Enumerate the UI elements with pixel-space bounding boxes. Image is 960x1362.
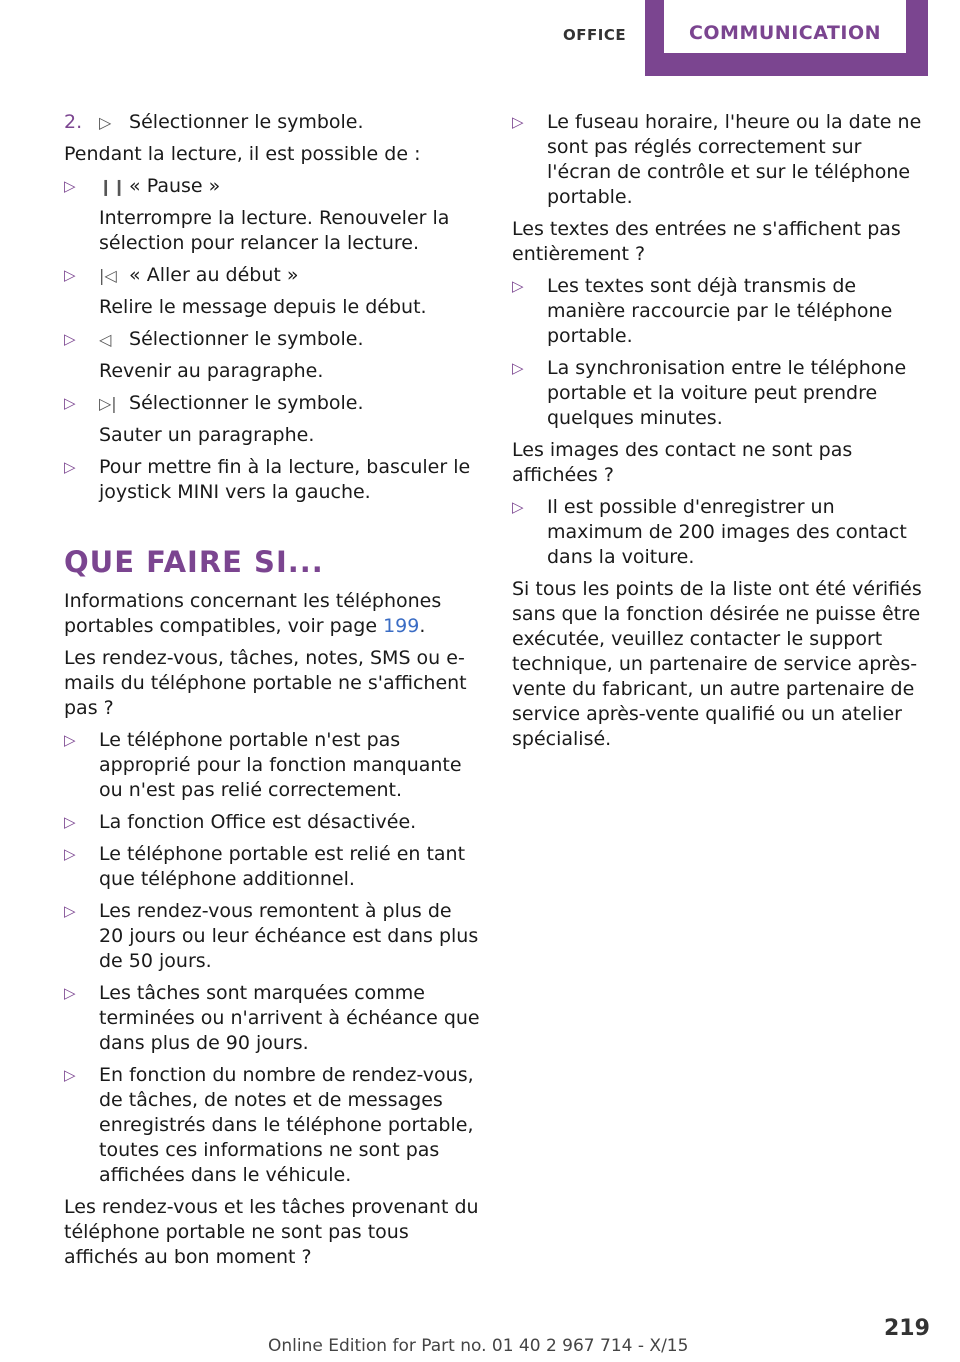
action-description: Sauter un paragraphe. [99,424,315,446]
list-item-text: Le téléphone portable est relié en tant que téléphone additionnel. [99,843,466,890]
action-label: Sélectionner le symbole. [129,328,364,350]
list-item-restart [64,263,480,320]
action-description: Interrompre la lecture. Renouveler la sélection pour relancer la lecture. [99,207,450,254]
compat-paragraph [64,589,480,639]
bullet-icon: ▷ [64,813,76,831]
next-paragraph-icon: ▷| [99,394,117,413]
bullet-icon: ▷ [512,498,524,516]
list-item [64,728,480,803]
question-4: Les images des contact ne sont pas affichées ? [512,439,853,486]
action-label: « Aller au début » [129,264,299,286]
closing-paragraph: Si tous les points de la liste ont été vérifiés sans que la fonction désirée ne puisse être exécutée, veuillez contacter le support technique, un partenaire de service après-vente du fabricant, un autre partenaire de service après-vente qualifié ou un atelier spécialisé. [512,578,922,750]
list-item-text: Le téléphone portable n'est pas approprié pour la fonction manquante ou n'est pas relié correctement. [99,729,462,801]
page-number: 219 [884,1316,930,1341]
compat-end: . [419,615,426,637]
right-column [512,110,930,759]
bullet-icon: ▷ [64,1066,76,1084]
list-item-text: Pour mettre fin à la lecture, basculer le joystick MINI vers la gauche. [99,456,471,503]
footer-edition: Online Edition for Part no. 01 40 2 967 714 - X/15 [268,1336,689,1356]
list-item-pause [64,174,480,256]
step-text: Sélectionner le symbole. [129,111,364,133]
list-item [512,356,930,431]
list-item [64,899,480,974]
compat-text: Informations concernant les téléphones portables compatibles, voir page [64,590,442,637]
bullet-icon: ▷ [64,458,76,476]
skip-to-start-icon: |◁ [99,266,117,285]
list-item [64,981,480,1056]
step-2 [64,110,480,135]
step-number: 2. [64,111,83,133]
question-1: Les rendez-vous, tâches, notes, SMS ou e-mails du téléphone portable ne s'affichent pas ? [64,647,467,719]
list-item-next [64,391,480,448]
left-column [64,110,480,1277]
list-item-text: Le fuseau horaire, l'heure ou la date ne sont pas réglés correctement sur l'écran de contrôle et sur le téléphone portable. [547,111,922,208]
header-section-label: OFFICE [563,26,627,44]
bullet-icon: ▷ [64,845,76,863]
list-item-text: Il est possible d'enregistrer un maximum de 200 images des contact dans la voiture. [547,496,907,568]
list-item-text: Les rendez-vous remontent à plus de 20 jours ou leur échéance est dans plus de 50 jours. [99,900,479,972]
list-item-previous [64,327,480,384]
action-description: Relire le message depuis le début. [99,296,427,318]
bullet-icon: ▷ [512,277,524,295]
list-item [512,110,930,210]
list-item [512,495,930,570]
list-item-text: Les tâches sont marquées comme terminées ou n'arrivent à échéance que dans plus de 90 jours. [99,982,480,1054]
bullet-icon: ▷ [64,394,76,412]
question-3: Les textes des entrées ne s'affichent pas entièrement ? [512,218,901,265]
question-2: Les rendez-vous et les tâches provenant du téléphone portable ne sont pas tous affichés au bon moment ? [64,1196,479,1268]
list-item-text: En fonction du nombre de rendez-vous, de tâches, de notes et de messages enregistrés dans le téléphone portable, toutes ces informations ne sont pas affichées dans le véhicule. [99,1064,474,1186]
list-item [512,274,930,349]
header-chapter-label: COMMUNICATION [688,22,882,44]
list-item-text: La synchronisation entre le téléphone portable et la voiture peut prendre quelques minutes. [547,357,907,429]
bullet-icon: ▷ [512,113,524,131]
list-item [64,842,480,892]
action-description: Revenir au paragraphe. [99,360,324,382]
list-item [64,810,480,835]
bullet-icon: ▷ [512,359,524,377]
list-item-text: La fonction Office est désactivée. [99,811,417,833]
list-item-stop [64,455,480,505]
bullet-icon: ▷ [64,902,76,920]
bullet-icon: ▷ [64,177,76,195]
bullet-icon: ▷ [64,266,76,284]
pause-icon: ❙❙ [99,177,126,196]
play-icon: ▷ [99,113,112,132]
bullet-icon: ▷ [64,330,76,348]
previous-paragraph-icon: ◁ [99,330,112,349]
bullet-icon: ▷ [64,984,76,1002]
section-heading: QUE FAIRE SI... [64,545,324,579]
list-item [64,1063,480,1188]
list-item-text: Les textes sont déjà transmis de manière raccourcie par le téléphone portable. [547,275,893,347]
action-label: Sélectionner le symbole. [129,392,364,414]
bullet-icon: ▷ [64,731,76,749]
page-link[interactable]: 199 [383,615,420,637]
action-label: « Pause » [129,175,221,197]
playback-intro: Pendant la lecture, il est possible de : [64,143,421,165]
